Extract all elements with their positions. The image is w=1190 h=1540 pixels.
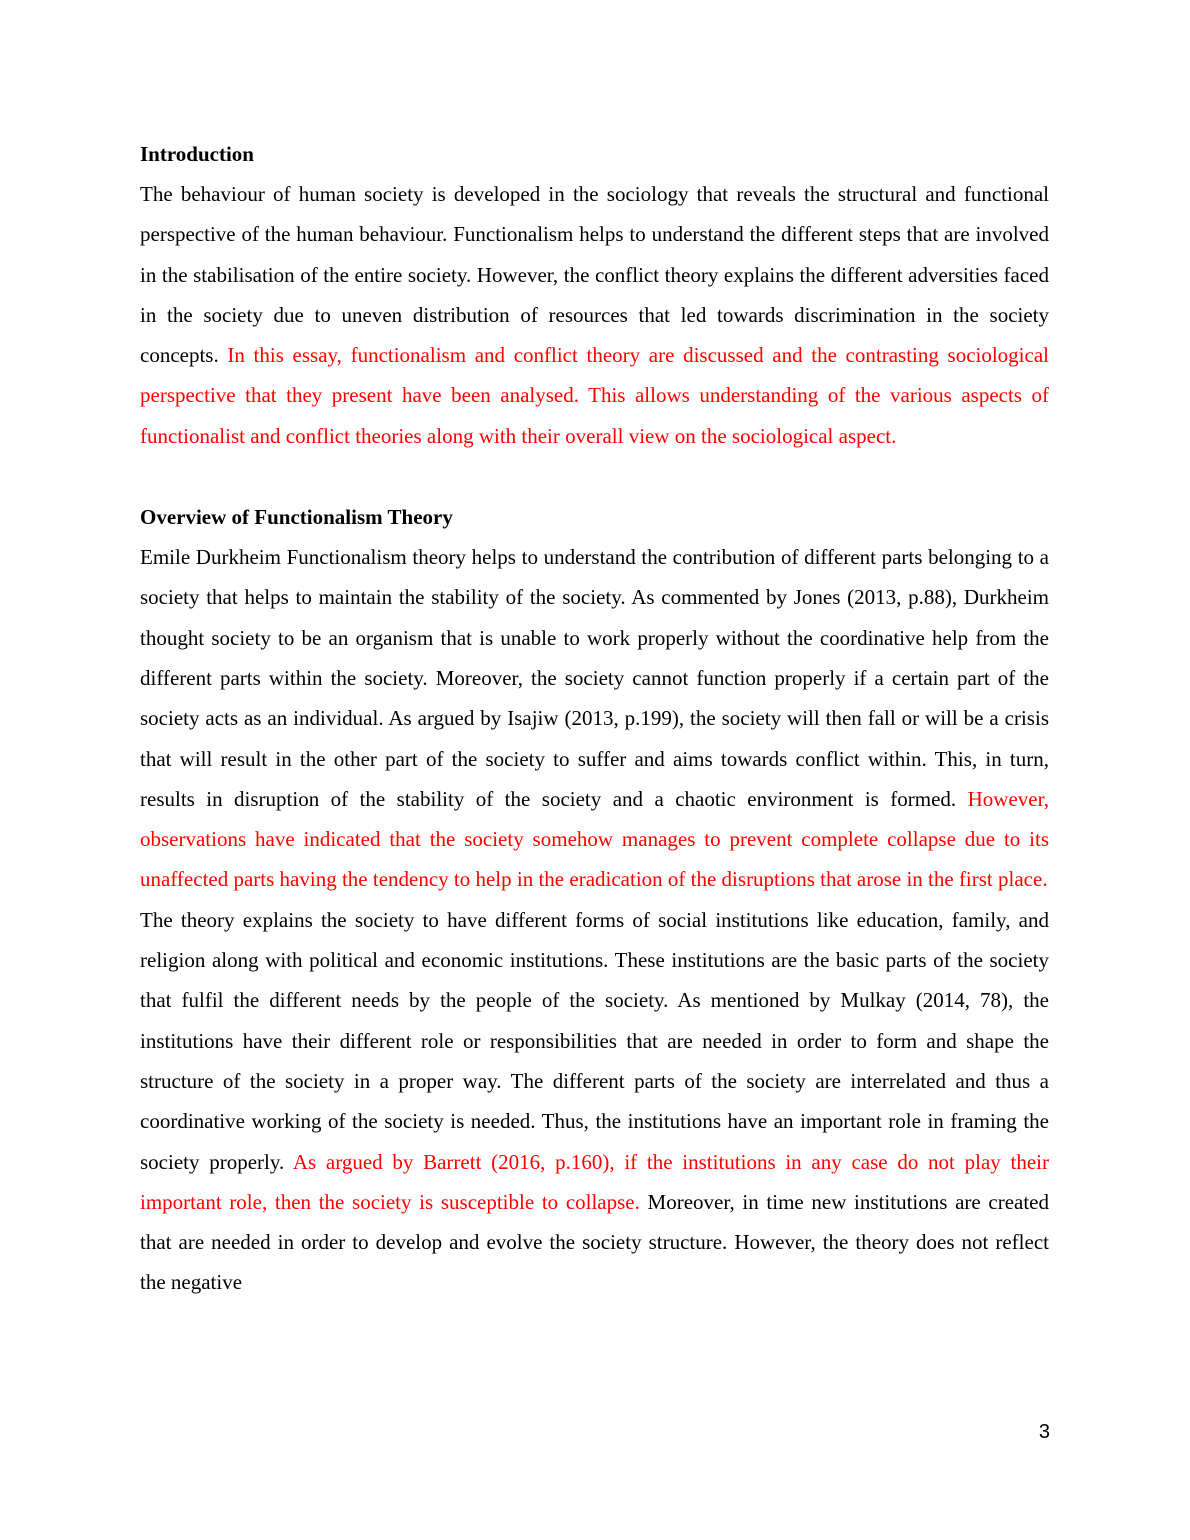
highlighted-text: However, observations have indicated that the society somehow manages to prevent complete collapse due to its unaffected parts having the tendency to help in the eradication of the disruptions that arose in the first place. (140, 786, 1049, 892)
page-number: 3 (1038, 1421, 1050, 1443)
introduction-paragraph (140, 174, 1049, 456)
paragraph-text: The behaviour of human society is developed in the sociology that reveals the structural and functional perspective of the human behaviour. Functionalism helps to understand the different steps that are involved in the stabilisation of the entire society. However, the conflict theory explains the different adversities faced in the society due to uneven distribution of resources that led towards discrimination in the society concepts. (140, 182, 1049, 368)
paragraph-text: Moreover, in time new institutions are created that are needed in order to develop and evolve the society structure. However, the theory does not reflect the negative (140, 1189, 1049, 1295)
paragraph-text: Emile Durkheim Functionalism theory helps to understand the contribution of different parts belonging to a society that helps to maintain the stability of the society. As commented by Jones (2013, p.88), Durkheim thought society to be an organism that is unable to work properly without the coordinative help from the different parts within the society. Moreover, the society cannot function properly if a certain part of the society acts as an individual. As argued by Isajiw (2013, p.199), the society will then fall or will be a crisis that will result in the other part of the society to suffer and aims towards conflict within. This, in turn, results in disruption of the stability of the society and a chaotic environment is formed. (140, 545, 1049, 811)
section-heading-functionalism: Overview of Functionalism Theory (140, 505, 453, 530)
paragraph-text: The theory explains the society to have different forms of social institutions like education, family, and religion along with political and economic institutions. These institutions are the basic parts of the society that fulfil the different needs by the people of the society. As mentioned by Mulkay (2014, 78), the institutions have their different role or responsibilities that are needed in order to form and shape the structure of the society in a proper way. The different parts of the society are interrelated and thus a coordinative working of the society is needed. Thus, the institutions have an important role in framing the society properly. (140, 907, 1049, 1174)
functionalism-paragraph-2 (140, 900, 1049, 1303)
highlighted-text: As argued by Barrett (2016, p.160), if the institutions in any case do not play their important role, then the society is susceptible to collapse. (140, 1149, 1049, 1214)
highlighted-text: In this essay, functionalism and conflict theory are discussed and the contrasting sociological perspective that they present have been analysed. This allows understanding of the various aspects of functionalist and conflict theories along with their overall view on the sociological aspect. (140, 343, 1049, 448)
section-heading-introduction: Introduction (140, 142, 254, 166)
document-body (140, 134, 1049, 1303)
functionalism-paragraph-1 (140, 537, 1049, 900)
section-spacer (140, 456, 1049, 497)
